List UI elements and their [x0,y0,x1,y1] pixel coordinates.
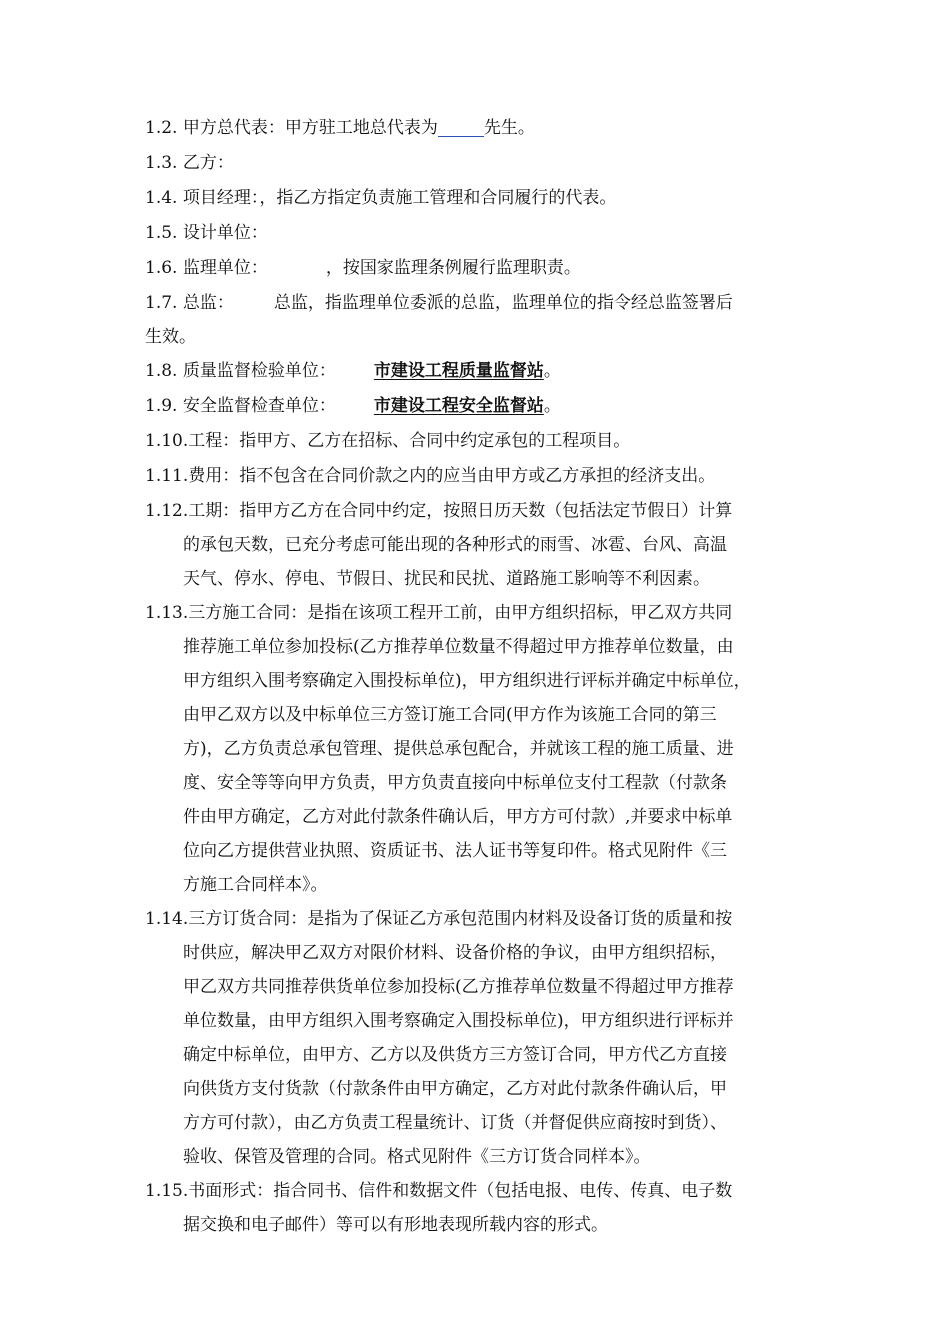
blank-field [438,116,484,137]
clause-text: 由甲乙双方以及中标单位三方签订施工合同(甲方作为该施工合同的第三 [183,705,717,725]
clause-text: 1.6. 监理单位： [145,258,268,278]
clause-text: 1.10.工程：指甲方、乙方在招标、合同中约定承包的工程项目。 [145,431,631,451]
clause-text: 确定中标单位，由甲方、乙方以及供货方三方签订合同，甲方代乙方直接 [183,1045,727,1065]
clause-1-9 [145,389,815,423]
clause-text: ，按国家监理条例履行监理职责。 [325,258,581,278]
clause-1-4 [145,181,815,215]
clause-text: 1.7. 总监： [145,293,234,313]
clause-text: 度、安全等等向甲方负责，甲方负责直接向中标单位支付工程款（付款条 [183,773,727,793]
clause-text: 甲乙双方共同推荐供货单位参加投标(乙方推荐单位数量不得超过甲方推荐 [183,977,734,997]
clause-1-6 [145,251,815,285]
clause-text: 1.9. 安全监督检查单位： [145,396,336,416]
clause-text: 总监，指监理单位委派的总监，监理单位的指令经总监签署后 [273,293,733,313]
clause-1-14 [145,902,815,1174]
clause-text: 1.13.三方施工合同：是指在该项工程开工前，由甲方组织招标，甲乙双方共同 [145,603,733,623]
clause-text: 天气、停水、停电、节假日、扰民和民扰、道路施工影响等不利因素。 [183,569,710,589]
clause-1-5 [145,216,815,250]
clause-text: 1.4. 项目经理：，指乙方指定负责施工管理和合同履行的代表。 [145,188,617,208]
clause-text: 甲方组织入围考察确定入围投标单位)，甲方组织进行评标并确定中标单位， [183,671,751,691]
clause-text: 。 [543,396,561,416]
clause-text: 。 [543,361,561,381]
quality-station-name: 市建设工程质量监督站 [373,361,544,381]
clause-text: 件由甲方确定，乙方对此付款条件确认后，甲方方可付款）,并要求中标单 [183,807,733,827]
clause-text: 推荐施工单位参加投标(乙方推荐单位数量不得超过甲方推荐单位数量，由 [183,637,734,657]
clause-text: 验收、保管及管理的合同。格式见附件《三方订货合同样本》。 [183,1147,651,1167]
clause-1-13 [145,596,815,902]
clause-1-7 [145,286,815,354]
clause-1-11 [145,459,815,493]
clause-text: 1.2. 甲方总代表：甲方驻工地总代表为 [145,118,438,138]
clause-text: 时供应，解决甲乙双方对限价材料、设备价格的争议，由甲方组织招标， [183,943,727,963]
clause-text: 1.11.费用：指不包含在合同价款之内的应当由甲方或乙方承担的经济支出。 [145,466,716,486]
clause-text: 位向乙方提供营业执照、资质证书、法人证书等复印件。格式见附件《三 [183,841,727,861]
clause-text: 先生。 [483,118,535,138]
clause-1-3 [145,146,815,180]
clause-text: 单位数量，由甲方组织入围考察确定入围投标单位)，甲方组织进行评标并 [183,1011,734,1031]
clause-1-2 [145,111,815,145]
clause-text: 方施工合同样本》。 [183,875,328,895]
clause-text: 1.15.书面形式：指合同书、信件和数据文件（包括电报、电传、传真、电子数 [145,1181,733,1201]
clause-text: 方方可付款），由乙方负责工程量统计、订货（并督促供应商按时到货）、 [183,1113,727,1133]
clause-text: 据交换和电子邮件）等可以有形地表现所载内容的形式。 [183,1215,608,1235]
safety-station-name: 市建设工程安全监督站 [373,396,544,416]
clause-text: 方)，乙方负责总承包管理、提供总承包配合，并就该工程的施工质量、进 [183,739,734,759]
clause-1-12 [145,494,815,596]
clause-text: 1.12.工期：指甲方乙方在合同中约定，按照日历天数（包括法定节假日）计算 [145,501,733,521]
clause-1-10 [145,424,815,458]
clause-text: 1.3. 乙方： [145,153,234,173]
clause-1-8 [145,354,815,388]
clause-text: 1.5. 设计单位： [145,223,268,243]
clause-text: 的承包天数，已充分考虑可能出现的各种形式的雨雪、冰雹、台风、高温 [183,535,727,555]
clause-text: 1.14.三方订货合同：是指为了保证乙方承包范围内材料及设备订货的质量和按 [145,909,733,929]
clause-text: 生效。 [145,327,196,347]
clause-text: 1.8. 质量监督检验单位： [145,361,336,381]
clause-text: 向供货方支付货款（付款条件由甲方确定，乙方对此付款条件确认后，甲 [183,1079,727,1099]
clause-1-15 [145,1174,815,1242]
